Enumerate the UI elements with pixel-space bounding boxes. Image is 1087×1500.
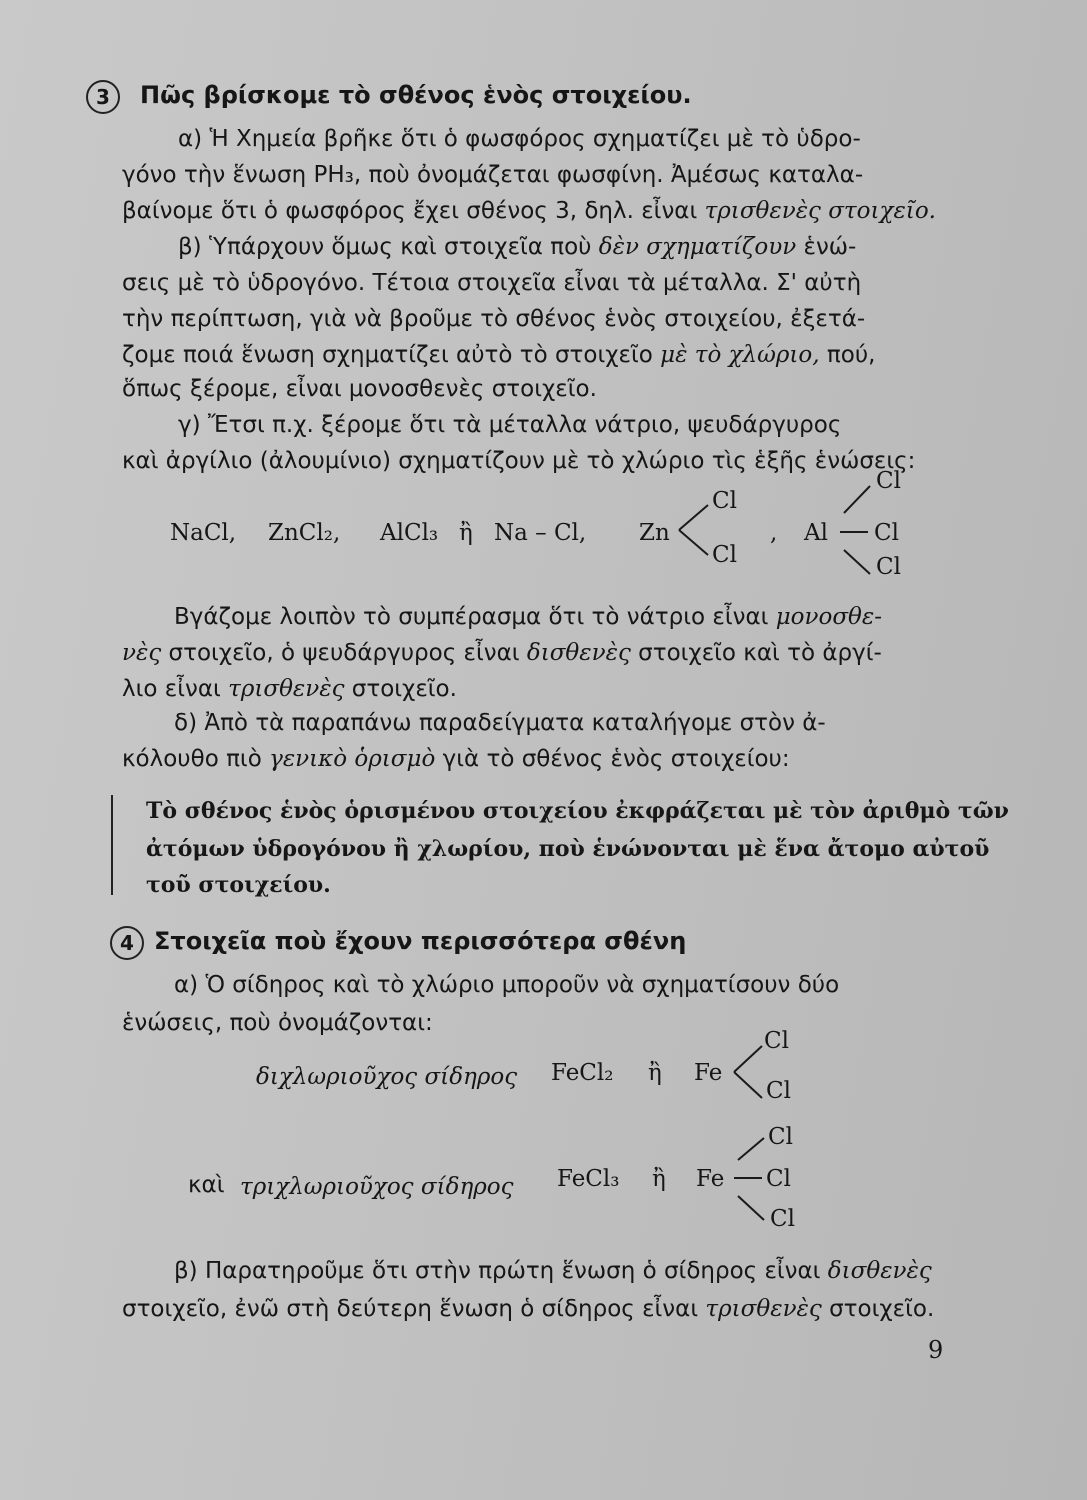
zn-cl-bottom: Cl xyxy=(712,542,737,568)
zn-cl-top: Cl xyxy=(712,488,737,514)
para-a-line-3-text: βαίνομε ὅτι ὁ φωσφόρος ἔχει σθένος 3, δηλ. εἶναι xyxy=(122,198,698,224)
para-4b-line-2-italic: τρισθενὲς xyxy=(705,1296,822,1322)
al-bond-lower xyxy=(844,550,870,574)
fecl2-or: ἢ xyxy=(648,1060,662,1086)
zn-bond-lower xyxy=(679,530,708,555)
para-d-line-1: δ) Ἀπὸ τὰ παραπάνω παραδείγματα καταλήγομε στὸν ἀ- xyxy=(174,710,826,736)
fe2-bond-lower xyxy=(734,1072,762,1098)
para-b-line-4-end: πού, xyxy=(826,342,876,368)
formula-alcl3: AlCl₃ xyxy=(380,520,439,546)
formula-comma: , xyxy=(770,520,778,546)
section-4-number: 4 xyxy=(110,926,144,960)
para-a-line-1: α) Ἡ Χημεία βρῆκε ὅτι ὁ φωσφόρος σχηματίζει μὲ τὸ ὑδρο- xyxy=(178,126,861,152)
page-number: 9 xyxy=(928,1336,944,1364)
formula-nacl: NaCl, xyxy=(170,520,237,546)
para-4b-line-1-italic: δισθενὲς xyxy=(827,1258,932,1284)
fe3-bond-upper xyxy=(738,1138,764,1160)
para-4a-line-2: ἑνώσεις, ποὺ ὀνομάζονται: xyxy=(122,1010,433,1036)
fecl3-or: ἢ xyxy=(652,1166,666,1192)
conclusion-line-1-text: Βγάζομε λοιπὸν τὸ συμπέρασμα ὅτι τὸ νάτριο εἶναι xyxy=(174,604,769,630)
para-b-line-4-text: ζομε ποιά ἕνωση σχηματίζει αὐτὸ τὸ στοιχεῖο xyxy=(122,342,653,368)
para-4b-line-2-end: στοιχεῖο. xyxy=(829,1296,935,1322)
fe-trichloride: Fe xyxy=(696,1166,725,1192)
section-3-number: 3 xyxy=(86,80,120,114)
al-bond-upper xyxy=(844,486,870,513)
formula-na-cl: Na – Cl, xyxy=(494,520,587,546)
fe3-cl-top: Cl xyxy=(768,1124,793,1150)
para-b-line-5: ὅπως ξέρομε, εἶναι μονοσθενὲς στοιχεῖο. xyxy=(122,376,597,402)
formula-zncl2: ZnCl₂, xyxy=(268,520,341,546)
conclusion-line-2-italic-2: δισθενὲς xyxy=(526,640,631,666)
trichloride-name: τριχλωριοῦχος σίδηρος xyxy=(240,1174,514,1200)
para-d-line-2-text: κόλουθο πιὸ xyxy=(122,746,262,772)
para-b-line-1-end: ἑνώ- xyxy=(803,234,857,260)
fe3-cl-middle: Cl xyxy=(766,1166,791,1192)
para-4a-line-1: α) Ὁ σίδηρος καὶ τὸ χλώριο μποροῦν νὰ σχηματίσουν δύο xyxy=(174,972,840,998)
definition-line-2: ἀτόμων ὑδρογόνου ἢ χλωρίου, ποὺ ἑνώνονται μὲ ἕνα ἄτομο αὐτοῦ xyxy=(146,836,990,862)
para-b-line-4-italic: μὲ τὸ χλώριο, xyxy=(660,342,820,368)
para-4b-line-2-text: στοιχεῖο, ἐνῶ στὴ δεύτερη ἕνωση ὁ σίδηρος εἶναι xyxy=(122,1296,699,1322)
conclusion-line-2-italic: νὲς xyxy=(122,640,162,666)
conclusion-line-2-text: στοιχεῖο, ὁ ψευδάργυρος εἶναι xyxy=(168,640,520,666)
zn-bond-upper xyxy=(679,505,708,530)
fe2-cl-bottom: Cl xyxy=(766,1078,791,1104)
para-c-line-1: γ) Ἔτσι π.χ. ξέρομε ὅτι τὰ μέταλλα νάτριο, ψευδάργυρος xyxy=(178,412,842,438)
conclusion-line-2-end: στοιχεῖο καὶ τὸ ἀργί- xyxy=(638,640,882,666)
fe3-bond-lower xyxy=(738,1196,764,1220)
para-d-line-2-italic: γενικὸ ὁρισμὸ xyxy=(269,746,436,772)
para-b-line-2: σεις μὲ τὸ ὑδρογόνο. Τέτοια στοιχεῖα εἶναι τὰ μέταλλα. Σ' αὐτὴ xyxy=(122,270,862,296)
and-text: καὶ xyxy=(188,1172,225,1198)
fe-dichloride: Fe xyxy=(694,1060,723,1086)
formula-al: Al xyxy=(804,520,828,546)
section-3-title: Πῶς βρίσκομε τὸ σθένος ἑνὸς στοιχείου. xyxy=(140,81,692,109)
fe2-bond-upper xyxy=(734,1046,762,1072)
definition-line-3: τοῦ στοιχείου. xyxy=(146,872,331,898)
conclusion-line-3-italic: τρισθενὲς xyxy=(228,676,345,702)
formula-fecl3: FeCl₃ xyxy=(557,1166,620,1192)
para-b-line-1-italic: δὲν σχηματίζουν xyxy=(598,234,797,260)
fe3-cl-bottom: Cl xyxy=(770,1206,795,1232)
para-c-line-2: καὶ ἀργίλιο (ἀλουμίνιο) σχηματίζουν μὲ τὸ χλώριο τὶς ἑξῆς ἑνώσεις: xyxy=(122,448,916,474)
conclusion-line-3-end: στοιχεῖο. xyxy=(351,676,457,702)
para-b-line-1-text: β) Ὑπάρχουν ὅμως καὶ στοιχεῖα ποὺ xyxy=(178,234,592,260)
al-cl-bottom: Cl xyxy=(876,554,901,580)
al-cl-top: Cl xyxy=(876,468,901,494)
al-cl-middle: Cl xyxy=(874,520,899,546)
para-d-line-2-end: γιὰ τὸ σθένος ἑνὸς στοιχείου: xyxy=(442,746,790,772)
section-4-title: Στοιχεῖα ποὺ ἔχουν περισσότερα σθένη xyxy=(154,927,687,955)
para-4b-line-1-text: β) Παρατηροῦμε ὅτι στὴν πρώτη ἕνωση ὁ σίδηρος εἶναι xyxy=(174,1258,821,1284)
conclusion-line-3-text: λιο εἶναι xyxy=(122,676,221,702)
definition-line-1: Τὸ σθένος ἑνὸς ὁρισμένου στοιχείου ἐκφράζεται μὲ τὸν ἀριθμὸ τῶν xyxy=(146,798,1009,824)
para-a-line-3-italic: τρισθενὲς στοιχεῖο. xyxy=(704,198,936,224)
formula-or: ἢ xyxy=(459,520,473,546)
dichloride-name: διχλωριοῦχος σίδηρος xyxy=(256,1064,518,1090)
fe2-cl-top: Cl xyxy=(764,1028,789,1054)
para-a-line-2: γόνο τὴν ἕνωση PH₃, ποὺ ὀνομάζεται φωσφίνη. Ἀμέσως καταλα- xyxy=(122,162,864,188)
formula-fecl2: FeCl₂ xyxy=(551,1060,614,1086)
para-b-line-3: τὴν περίπτωση, γιὰ νὰ βροῦμε τὸ σθένος ἑνὸς στοιχείου, ἐξετά- xyxy=(122,306,866,332)
formula-zn: Zn xyxy=(639,520,670,546)
conclusion-line-1-italic: μονοσθε- xyxy=(775,604,883,630)
